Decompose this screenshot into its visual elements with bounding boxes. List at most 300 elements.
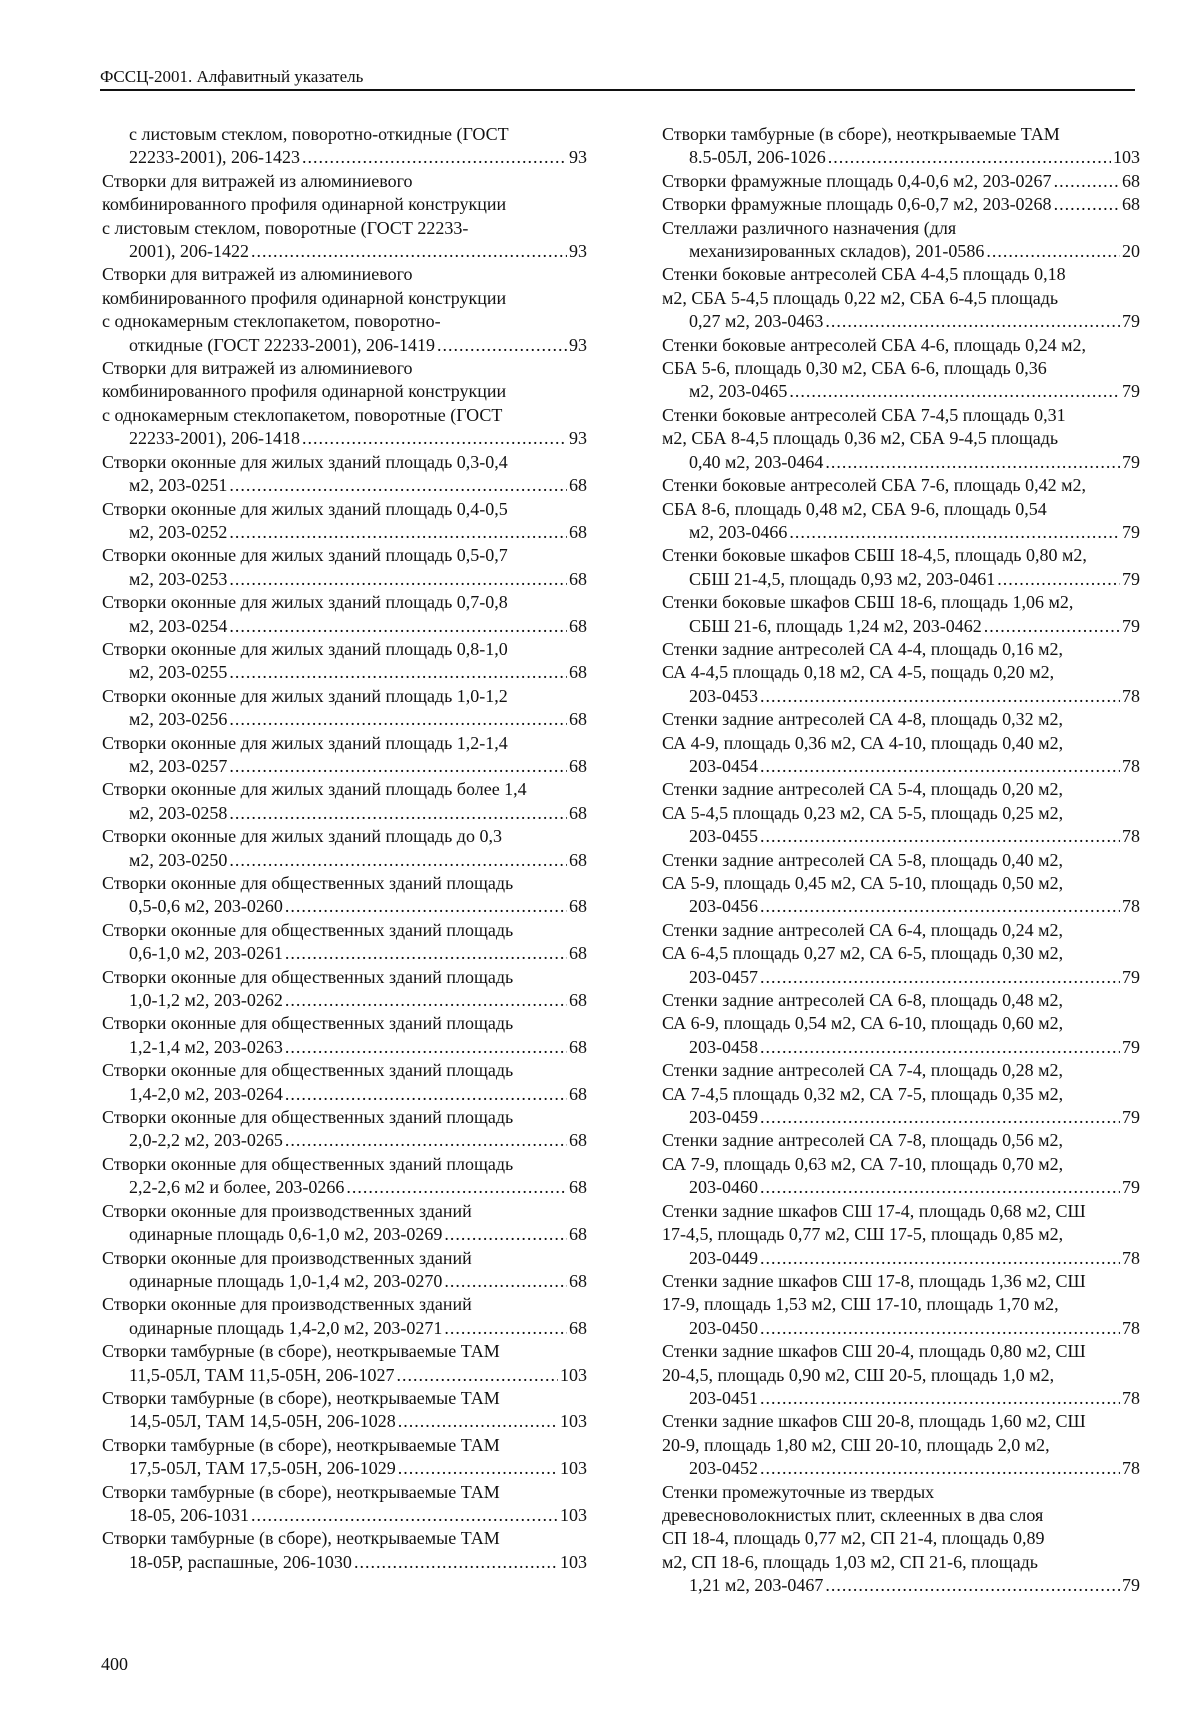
index-entry: [662, 778, 1140, 848]
dot-leader: [346, 1176, 567, 1199]
page-number: 400: [101, 1654, 128, 1674]
entry-tail: [129, 708, 587, 731]
entry-line: Стенки задние антресолей СА 6-4, площадь 0,24 м2,: [662, 919, 1063, 940]
dot-leader: [229, 755, 567, 778]
entry-page-ref: 68: [569, 475, 587, 496]
index-entry: [102, 1527, 587, 1574]
entry-page-ref: 103: [1113, 147, 1140, 168]
index-entry: [662, 1059, 1140, 1129]
entry-line: с листовым стеклом, поворотно-откидные (ГОСТ: [129, 124, 509, 144]
entry-tail-text: 22233-2001), 206-1418: [129, 428, 300, 449]
entry-line: Створки оконные для общественных зданий площадь: [102, 1107, 514, 1128]
entry-line: Створки оконные для общественных зданий площадь: [102, 1060, 514, 1081]
entry-page-ref: 103: [560, 1504, 587, 1525]
entry-line: Стенки задние антресолей СА 4-4, площадь 0,16 м2,: [662, 638, 1063, 659]
entry-tail: [689, 451, 1140, 474]
entry-tail: [689, 1247, 1140, 1270]
entry-tail-text: 203-0459: [689, 1107, 758, 1128]
entry-tail-text: 22233-2001), 206-1423: [129, 147, 300, 168]
index-entry: [102, 1012, 587, 1059]
entry-tail: [689, 1106, 1140, 1129]
entry-page-ref: 93: [569, 428, 587, 449]
entry-page-ref: 93: [569, 147, 587, 168]
entry-page-ref: 79: [1122, 1107, 1140, 1128]
entry-tail-text: 0,6-1,0 м2, 203-0261: [129, 943, 283, 964]
dot-leader: [251, 1504, 558, 1527]
entry-line: СА 6-4,5 площадь 0,27 м2, СА 6-5, площадь 0,30 м2,: [662, 943, 1064, 964]
entry-line: Створки оконные для производственных зданий: [102, 1247, 472, 1268]
entry-tail: [129, 1176, 587, 1199]
dot-leader: [760, 1387, 1120, 1410]
entry-page-ref: 68: [569, 755, 587, 776]
entry-line: Стенки задние антресолей СА 5-4, площадь 0,20 м2,: [662, 779, 1063, 800]
entry-tail: [689, 966, 1140, 989]
entry-tail: [129, 427, 587, 450]
dot-leader: [285, 1036, 567, 1059]
index-entry: [662, 1129, 1140, 1199]
dot-leader: [828, 146, 1111, 169]
entry-tail-text: 14,5-05Л, ТАМ 14,5-05Н, 206-1028: [129, 1411, 396, 1432]
entry-line: 20-9, площадь 1,80 м2, СШ 20-10, площадь 2,0 м2,: [662, 1434, 1050, 1455]
entry-page-ref: 103: [560, 1411, 587, 1432]
dot-leader: [1054, 170, 1120, 193]
entry-page-ref: 93: [569, 241, 587, 262]
entry-tail-text: Створки фрамужные площадь 0,4-0,6 м2, 203-0267: [662, 170, 1052, 191]
entry-page-ref: 78: [1122, 826, 1140, 847]
entry-line: Стенки боковые шкафов СБШ 18-6, площадь 1,06 м2,: [662, 592, 1074, 613]
entry-page-ref: 68: [569, 1270, 587, 1291]
index-entry: [662, 544, 1140, 591]
index-entry: [102, 170, 587, 264]
dot-leader: [789, 380, 1120, 403]
entry-tail: [129, 1036, 587, 1059]
entry-tail: [129, 895, 587, 918]
entry-tail: [129, 1129, 587, 1152]
entry-tail-text: м2, 203-0251: [129, 475, 228, 496]
index-entry: [102, 263, 587, 357]
dot-leader: [398, 1457, 558, 1480]
dot-leader: [997, 568, 1120, 591]
index-entry: [102, 1293, 587, 1340]
entry-line: Створки оконные для жилых зданий площадь 0,5-0,7: [102, 545, 508, 566]
entry-tail: [129, 334, 587, 357]
dot-leader: [398, 1410, 558, 1433]
entry-page-ref: 68: [569, 521, 587, 542]
entry-page-ref: 20: [1122, 241, 1140, 262]
entry-line: Створки тамбурные (в сборе), неоткрываемые ТАМ: [662, 124, 1060, 144]
index-entry: [662, 849, 1140, 919]
entry-line: Створки оконные для производственных зданий: [102, 1200, 472, 1221]
entry-line: Стенки задние антресолей СА 6-8, площадь 0,48 м2,: [662, 990, 1063, 1011]
entry-page-ref: 79: [1122, 615, 1140, 636]
entry-tail: [689, 380, 1140, 403]
entry-line: Створки оконные для общественных зданий площадь: [102, 873, 514, 893]
dot-leader: [302, 146, 567, 169]
dot-leader: [229, 849, 567, 872]
dot-leader: [229, 521, 567, 544]
entry-page-ref: 68: [569, 849, 587, 870]
entry-line: древесноволокнистых плит, склеенных в два слоя: [662, 1504, 1044, 1525]
entry-page-ref: 78: [1122, 1387, 1140, 1408]
index-entry: [102, 685, 587, 732]
entry-tail: [689, 1574, 1140, 1597]
entry-tail-text: 203-0456: [689, 896, 758, 917]
entry-page-ref: 68: [569, 1130, 587, 1151]
entry-line: Створки оконные для общественных зданий площадь: [102, 1153, 514, 1174]
entry-line: Стенки промежуточные из твердых: [662, 1481, 935, 1502]
dot-leader: [760, 1457, 1120, 1480]
dot-leader: [760, 1176, 1120, 1199]
dot-leader: [444, 1270, 567, 1293]
entry-tail: [689, 755, 1140, 778]
entry-line: Створки тамбурные (в сборе), неоткрываемые ТАМ: [102, 1387, 500, 1408]
entry-page-ref: 103: [560, 1551, 587, 1572]
entry-line: Створки тамбурные (в сборе), неоткрываемые ТАМ: [102, 1528, 500, 1549]
entry-line: Стенки боковые шкафов СБШ 18-4,5, площадь 0,80 м2,: [662, 545, 1087, 566]
entry-line: СП 18-4, площадь 0,77 м2, СП 21-4, площадь 0,89: [662, 1528, 1045, 1549]
index-entry: [102, 919, 587, 966]
entry-tail-text: 0,27 м2, 203-0463: [689, 311, 824, 332]
dot-leader: [760, 895, 1120, 918]
dot-leader: [444, 1223, 567, 1246]
entry-line: Створки оконные для жилых зданий площадь 0,8-1,0: [102, 638, 508, 659]
entry-line: Створки оконные для жилых зданий площадь 0,4-0,5: [102, 498, 508, 519]
index-entry: [662, 474, 1140, 544]
entry-tail-text: 17,5-05Л, ТАМ 17,5-05Н, 206-1029: [129, 1458, 396, 1479]
entry-line: Стенки задние шкафов СШ 17-8, площадь 1,36 м2, СШ: [662, 1270, 1086, 1291]
entry-page-ref: 68: [569, 568, 587, 589]
entry-tail-text: 2001), 206-1422: [129, 241, 249, 262]
dot-leader: [760, 1106, 1120, 1129]
entry-line: Створки тамбурные (в сборе), неоткрываемые ТАМ: [102, 1341, 500, 1362]
entry-page-ref: 78: [1122, 755, 1140, 776]
entry-tail-text: 203-0453: [689, 685, 758, 706]
index-entry: [662, 591, 1140, 638]
entry-line: комбинированного профиля одинарной конструкции: [102, 287, 507, 308]
index-entry: [102, 451, 587, 498]
index-entry: [662, 1340, 1140, 1410]
entry-line: Стеллажи различного назначения (для: [662, 217, 957, 238]
entry-line: Створки оконные для жилых зданий площадь 0,3-0,4: [102, 451, 508, 472]
dot-leader: [285, 942, 567, 965]
entry-page-ref: 79: [1122, 521, 1140, 542]
entry-tail: [129, 1223, 587, 1246]
entry-tail: [689, 521, 1140, 544]
dot-leader: [986, 240, 1120, 263]
entry-line: Створки тамбурные (в сборе), неоткрываемые ТАМ: [102, 1481, 500, 1502]
dot-leader: [285, 1129, 567, 1152]
entry-page-ref: 78: [1122, 1458, 1140, 1479]
index-entry: [662, 334, 1140, 404]
entry-page-ref: 68: [569, 1317, 587, 1338]
page-header: [100, 66, 1135, 91]
entry-page-ref: 79: [1122, 311, 1140, 332]
entry-page-ref: 68: [569, 1036, 587, 1057]
entry-line: м2, СБА 8-4,5 площадь 0,36 м2, СБА 9-4,5 площадь: [662, 428, 1059, 449]
entry-line: Створки для витражей из алюминиевого: [102, 264, 413, 285]
entry-tail-text: Створки фрамужные площадь 0,6-0,7 м2, 203-0268: [662, 194, 1052, 215]
dot-leader: [396, 1364, 558, 1387]
index-column-right: [662, 123, 1140, 1598]
entry-page-ref: 79: [1122, 1177, 1140, 1198]
entry-tail: [689, 685, 1140, 708]
dot-leader: [760, 1036, 1120, 1059]
entry-tail: [129, 1504, 587, 1527]
entry-tail-text: м2, 203-0254: [129, 615, 228, 636]
entry-tail-text: 1,4-2,0 м2, 203-0264: [129, 1083, 283, 1104]
dot-leader: [825, 310, 1120, 333]
index-entry: [662, 989, 1140, 1059]
entry-tail: [129, 1083, 587, 1106]
dot-leader: [229, 802, 567, 825]
entry-page-ref: 68: [569, 943, 587, 964]
entry-tail: [129, 1317, 587, 1340]
entry-line: СА 4-9, площадь 0,36 м2, СА 4-10, площадь 0,40 м2,: [662, 732, 1064, 753]
entry-line: 20-4,5, площадь 0,90 м2, СШ 20-5, площадь 1,0 м2,: [662, 1364, 1055, 1385]
entry-tail-text: СБШ 21-6, площадь 1,24 м2, 203-0462: [689, 615, 982, 636]
entry-line: 17-9, площадь 1,53 м2, СШ 17-10, площадь 1,70 м2,: [662, 1294, 1059, 1315]
entry-line: Стенки боковые антресолей СБА 4-4,5 площадь 0,18: [662, 264, 1066, 285]
entry-tail-text: 203-0458: [689, 1036, 758, 1057]
entry-page-ref: 78: [1122, 1317, 1140, 1338]
entry-tail-text: 203-0454: [689, 755, 758, 776]
dot-leader: [789, 521, 1120, 544]
index-entry: [102, 498, 587, 545]
entry-tail-text: 11,5-05Л, ТАМ 11,5-05Н, 206-1027: [129, 1364, 395, 1385]
entry-tail: [689, 1387, 1140, 1410]
entry-tail-text: м2, 203-0258: [129, 802, 228, 823]
dot-leader: [437, 334, 567, 357]
entry-line: Стенки задние антресолей СА 7-4, площадь 0,28 м2,: [662, 1060, 1063, 1081]
index-entry: [102, 1200, 587, 1247]
dot-leader: [760, 685, 1120, 708]
index-entry: [102, 1481, 587, 1528]
entry-tail: [689, 310, 1140, 333]
entry-tail-text: м2, 203-0256: [129, 709, 228, 730]
dot-leader: [229, 661, 567, 684]
dot-leader: [285, 989, 567, 1012]
entry-line: СА 5-9, площадь 0,45 м2, СА 5-10, площадь 0,50 м2,: [662, 873, 1064, 893]
dot-leader: [760, 1317, 1120, 1340]
entry-line: СА 7-4,5 площадь 0,32 м2, СА 7-5, площадь 0,35 м2,: [662, 1083, 1064, 1104]
entry-page-ref: 68: [569, 662, 587, 683]
entry-page-ref: 68: [1122, 170, 1140, 191]
entry-line: Створки оконные для жилых зданий площадь до 0,3: [102, 826, 502, 847]
index-entry: [102, 1247, 587, 1294]
entry-line: с листовым стеклом, поворотные (ГОСТ 22233-: [102, 217, 469, 238]
entry-tail: [129, 1270, 587, 1293]
entry-tail-text: 203-0460: [689, 1177, 758, 1198]
entry-tail: [689, 615, 1140, 638]
entry-line: с однокамерным стеклопакетом, поворотно-: [102, 311, 441, 332]
entry-tail: [129, 802, 587, 825]
dot-leader: [302, 427, 567, 450]
entry-tail-text: одинарные площадь 0,6-1,0 м2, 203-0269: [129, 1224, 443, 1245]
index-entry: [102, 732, 587, 779]
entry-tail-text: м2, 203-0255: [129, 662, 228, 683]
entry-tail-text: м2, 203-0257: [129, 755, 228, 776]
entry-tail: [129, 849, 587, 872]
entry-page-ref: 68: [569, 1177, 587, 1198]
dot-leader: [229, 708, 567, 731]
entry-tail-text: 203-0455: [689, 826, 758, 847]
entry-tail: [129, 240, 587, 263]
index-entry: [102, 544, 587, 591]
entry-page-ref: 78: [1122, 896, 1140, 917]
entry-tail: [129, 1410, 587, 1433]
entry-tail: [662, 193, 1140, 216]
entry-page-ref: 93: [569, 334, 587, 355]
entry-page-ref: 79: [1122, 1036, 1140, 1057]
entry-page-ref: 68: [569, 1083, 587, 1104]
entry-tail: [129, 474, 587, 497]
entry-page-ref: 79: [1122, 381, 1140, 402]
dot-leader: [354, 1551, 558, 1574]
entry-page-ref: 79: [1122, 451, 1140, 472]
index-entry: [102, 1387, 587, 1434]
entry-line: Створки оконные для жилых зданий площадь более 1,4: [102, 779, 527, 800]
entry-page-ref: 68: [1122, 194, 1140, 215]
entry-page-ref: 79: [1122, 966, 1140, 987]
entry-tail: [689, 1457, 1140, 1480]
entry-line: Створки для витражей из алюминиевого: [102, 358, 413, 379]
entry-tail: [129, 989, 587, 1012]
entry-line: Стенки задние шкафов СШ 17-4, площадь 0,68 м2, СШ: [662, 1200, 1086, 1221]
entry-tail-text: СБШ 21-4,5, площадь 0,93 м2, 203-0461: [689, 568, 996, 589]
index-entry: [662, 217, 1140, 264]
entry-line: СА 4-4,5 площадь 0,18 м2, СА 4-5, пощадь 0,20 м2,: [662, 662, 1055, 683]
entry-line: СА 7-9, площадь 0,63 м2, СА 7-10, площадь 0,70 м2,: [662, 1153, 1064, 1174]
entry-tail-text: 18-05Р, распашные, 206-1030: [129, 1551, 352, 1572]
entry-tail: [689, 1176, 1140, 1199]
index-entry: [102, 638, 587, 685]
entry-line: СА 6-9, площадь 0,54 м2, СА 6-10, площадь 0,60 м2,: [662, 1013, 1064, 1034]
dot-leader: [444, 1317, 567, 1340]
dot-leader: [760, 755, 1120, 778]
dot-leader: [229, 615, 567, 638]
dot-leader: [760, 966, 1120, 989]
entry-tail-text: 1,21 м2, 203-0467: [689, 1575, 824, 1596]
index-entry: [662, 1410, 1140, 1480]
entry-tail-text: одинарные площадь 1,0-1,4 м2, 203-0270: [129, 1270, 443, 1291]
entry-line: СА 5-4,5 площадь 0,23 м2, СА 5-5, площадь 0,25 м2,: [662, 802, 1064, 823]
entry-tail-text: 0,40 м2, 203-0464: [689, 451, 824, 472]
entry-tail: [662, 170, 1140, 193]
index-entry: [662, 123, 1140, 170]
entry-line: Стенки боковые антресолей СБА 7-4,5 площадь 0,31: [662, 404, 1066, 425]
entry-page-ref: 78: [1122, 1247, 1140, 1268]
index-entry: [662, 170, 1140, 193]
entry-tail-text: 203-0449: [689, 1247, 758, 1268]
index-entry: [662, 263, 1140, 333]
dot-leader: [760, 825, 1120, 848]
entry-tail: [689, 146, 1140, 169]
index-entry: [662, 404, 1140, 474]
entry-tail: [129, 661, 587, 684]
dot-leader: [251, 240, 567, 263]
entry-tail-text: 203-0451: [689, 1387, 758, 1408]
index-entry: [102, 357, 587, 451]
entry-line: Стенки боковые антресолей СБА 4-6, площадь 0,24 м2,: [662, 334, 1087, 355]
entry-tail-text: м2, 203-0465: [689, 381, 788, 402]
entry-page-ref: 68: [569, 1224, 587, 1245]
entry-line: Створки оконные для жилых зданий площадь 0,7-0,8: [102, 592, 508, 613]
index-entry: [662, 1270, 1140, 1340]
entry-line: СБА 8-6, площадь 0,48 м2, СБА 9-6, площадь 0,54: [662, 498, 1047, 519]
entry-tail-text: откидные (ГОСТ 22233-2001), 206-1419: [129, 334, 436, 355]
entry-tail-text: 8.5-05Л, 206-1026: [689, 147, 826, 168]
entry-page-ref: 103: [560, 1458, 587, 1479]
index-entry: [102, 872, 587, 919]
index-entry: [102, 123, 587, 170]
index-entry: [102, 1340, 587, 1387]
entry-line: м2, СБА 5-4,5 площадь 0,22 м2, СБА 6-4,5 площадь: [662, 287, 1059, 308]
entry-line: Створки оконные для жилых зданий площадь 1,2-1,4: [102, 732, 508, 753]
index-entry: [662, 638, 1140, 708]
entry-tail: [689, 825, 1140, 848]
entry-tail-text: м2, 203-0466: [689, 521, 788, 542]
entry-tail-text: м2, 203-0252: [129, 521, 228, 542]
entry-tail: [129, 1457, 587, 1480]
entry-line: 17-4,5, площадь 0,77 м2, СШ 17-5, площадь 0,85 м2,: [662, 1224, 1064, 1245]
entry-tail: [689, 895, 1140, 918]
entry-tail: [129, 568, 587, 591]
entry-line: Створки для витражей из алюминиевого: [102, 170, 413, 191]
entry-line: СБА 5-6, площадь 0,30 м2, СБА 6-6, площадь 0,36: [662, 358, 1047, 379]
dot-leader: [984, 615, 1120, 638]
entry-page-ref: 103: [560, 1364, 587, 1385]
entry-line: Стенки боковые антресолей СБА 7-6, площадь 0,42 м2,: [662, 475, 1087, 496]
entry-tail: [689, 1036, 1140, 1059]
index-entry: [662, 919, 1140, 989]
entry-line: Створки оконные для производственных зданий: [102, 1294, 472, 1315]
index-column-left: [102, 123, 587, 1574]
dot-leader: [1054, 193, 1120, 216]
entry-tail-text: 2,2-2,6 м2 и более, 203-0266: [129, 1177, 345, 1198]
index-entry: [102, 1106, 587, 1153]
entry-line: с однокамерным стеклопакетом, поворотные (ГОСТ: [102, 404, 503, 425]
entry-tail: [129, 615, 587, 638]
entry-page-ref: 68: [569, 990, 587, 1011]
entry-page-ref: 68: [569, 615, 587, 636]
index-entry: [102, 778, 587, 825]
entry-line: Стенки задние антресолей СА 4-8, площадь 0,32 м2,: [662, 709, 1063, 730]
dot-leader: [760, 1247, 1120, 1270]
entry-line: комбинированного профиля одинарной конструкции: [102, 381, 507, 402]
dot-leader: [229, 474, 567, 497]
entry-line: Стенки задние шкафов СШ 20-8, площадь 1,60 м2, СШ: [662, 1411, 1086, 1432]
entry-tail-text: 1,2-1,4 м2, 203-0263: [129, 1036, 283, 1057]
entry-line: Створки оконные для общественных зданий площадь: [102, 919, 514, 940]
index-entry: [102, 1153, 587, 1200]
entry-tail-text: м2, 203-0250: [129, 849, 228, 870]
index-entry: [102, 825, 587, 872]
index-entry: [102, 1434, 587, 1481]
entry-tail-text: 0,5-0,6 м2, 203-0260: [129, 896, 283, 917]
entry-line: Стенки задние антресолей СА 5-8, площадь 0,40 м2,: [662, 849, 1063, 870]
header-title: ФССЦ-2001. Алфавитный указатель: [100, 67, 364, 86]
entry-tail: [689, 240, 1140, 263]
entry-tail: [689, 1317, 1140, 1340]
entry-tail: [689, 568, 1140, 591]
entry-tail: [129, 521, 587, 544]
dot-leader: [229, 568, 567, 591]
entry-line: Стенки задние шкафов СШ 20-4, площадь 0,80 м2, СШ: [662, 1341, 1086, 1362]
entry-page-ref: 68: [569, 896, 587, 917]
entry-tail-text: одинарные площадь 1,4-2,0 м2, 203-0271: [129, 1317, 443, 1338]
entry-page-ref: 68: [569, 802, 587, 823]
index-entry: [102, 591, 587, 638]
